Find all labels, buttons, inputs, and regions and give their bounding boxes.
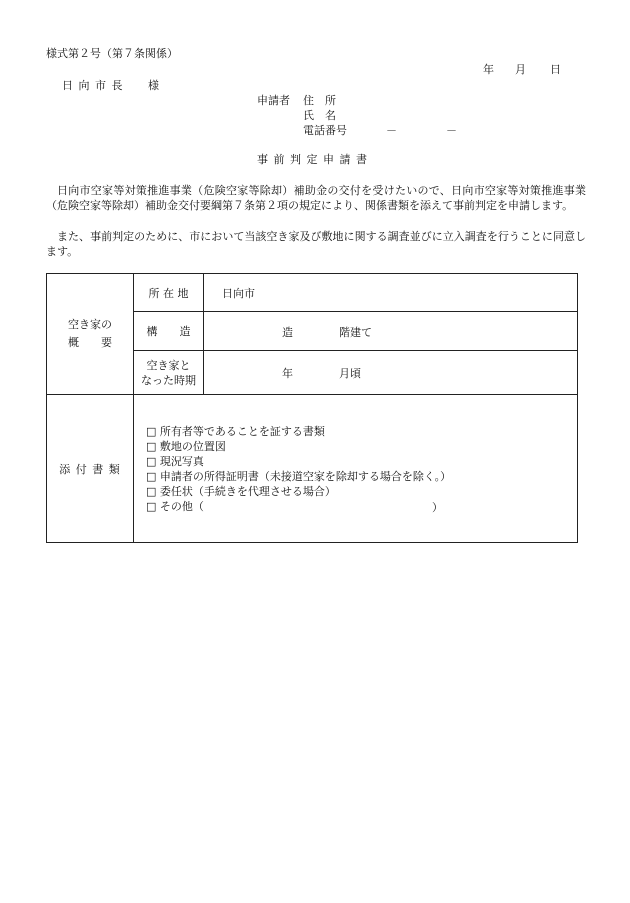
vacancy-month: 月頃 [339,367,361,380]
attachments-field [134,395,578,543]
attachment-item-site-map[interactable]: □ 敷地の位置図 [146,439,226,453]
document-title: 事 前 判 定 申 請 書 [257,153,368,166]
vacancy-year: 年 [282,367,293,380]
vacancy-period-field[interactable] [204,351,578,395]
attachments-label: 添 付 書 類 [47,395,134,543]
date-day-label: 日 [550,63,561,76]
location-label: 所 在 地 [134,274,204,312]
attachments-list [146,424,577,514]
vacancy-period-label: 空き家と なった時期 [134,351,204,395]
attachment-item-income-certificate[interactable]: □ 申請者の所得証明書（未接道空家を除却する場合を除く。） [146,469,452,483]
location-value: 日向市 [222,286,255,300]
application-table [46,273,578,543]
addressee: 日 向 市 長 [62,79,124,92]
floors-suffix: 階建て [339,326,372,339]
date-month-label: 月 [515,63,526,76]
phone-dash-2: － [446,124,457,137]
addressee-honorific: 様 [148,79,159,92]
body-paragraph-1: 日向市空家等対策推進事業（危険空家等除却）補助金の交付を受けたいので、日向市空家等対策推進事業（危険空家等除却）補助金交付要綱第７条第２項の規定により、関係書類を添えて事前判定を申請します。 [46,184,586,212]
name-label: 氏 名 [303,109,336,122]
location-field[interactable] [204,274,578,312]
body-paragraph-2: また、事前判定のために、市において当該空き家及び敷地に関する調査並びに立入調査を行うことに同意します。 [46,230,586,258]
attachment-item-other[interactable]: □ その他（ [146,499,204,513]
date-year-label: 年 [483,63,494,76]
structure-field[interactable] [204,312,578,351]
phone-dash-1: － [386,124,397,137]
vacant-house-overview-label: 空き家の 概 要 [47,274,134,395]
attachment-item-photos[interactable]: □ 現況写真 [146,454,204,468]
structure-suffix: 造 [282,326,293,339]
structure-label: 構 造 [134,312,204,351]
applicant-label: 申請者 [257,94,290,107]
address-label: 住 所 [303,94,336,107]
attachment-item-ownership[interactable]: □ 所有者等であることを証する書類 [146,424,325,438]
other-close-paren: ） [432,501,443,514]
form-number: 様式第２号（第７条関係） [46,47,178,60]
phone-label: 電話番号 [303,124,347,137]
attachment-item-power-of-attorney[interactable]: □ 委任状（手続きを代理させる場合） [146,484,336,498]
